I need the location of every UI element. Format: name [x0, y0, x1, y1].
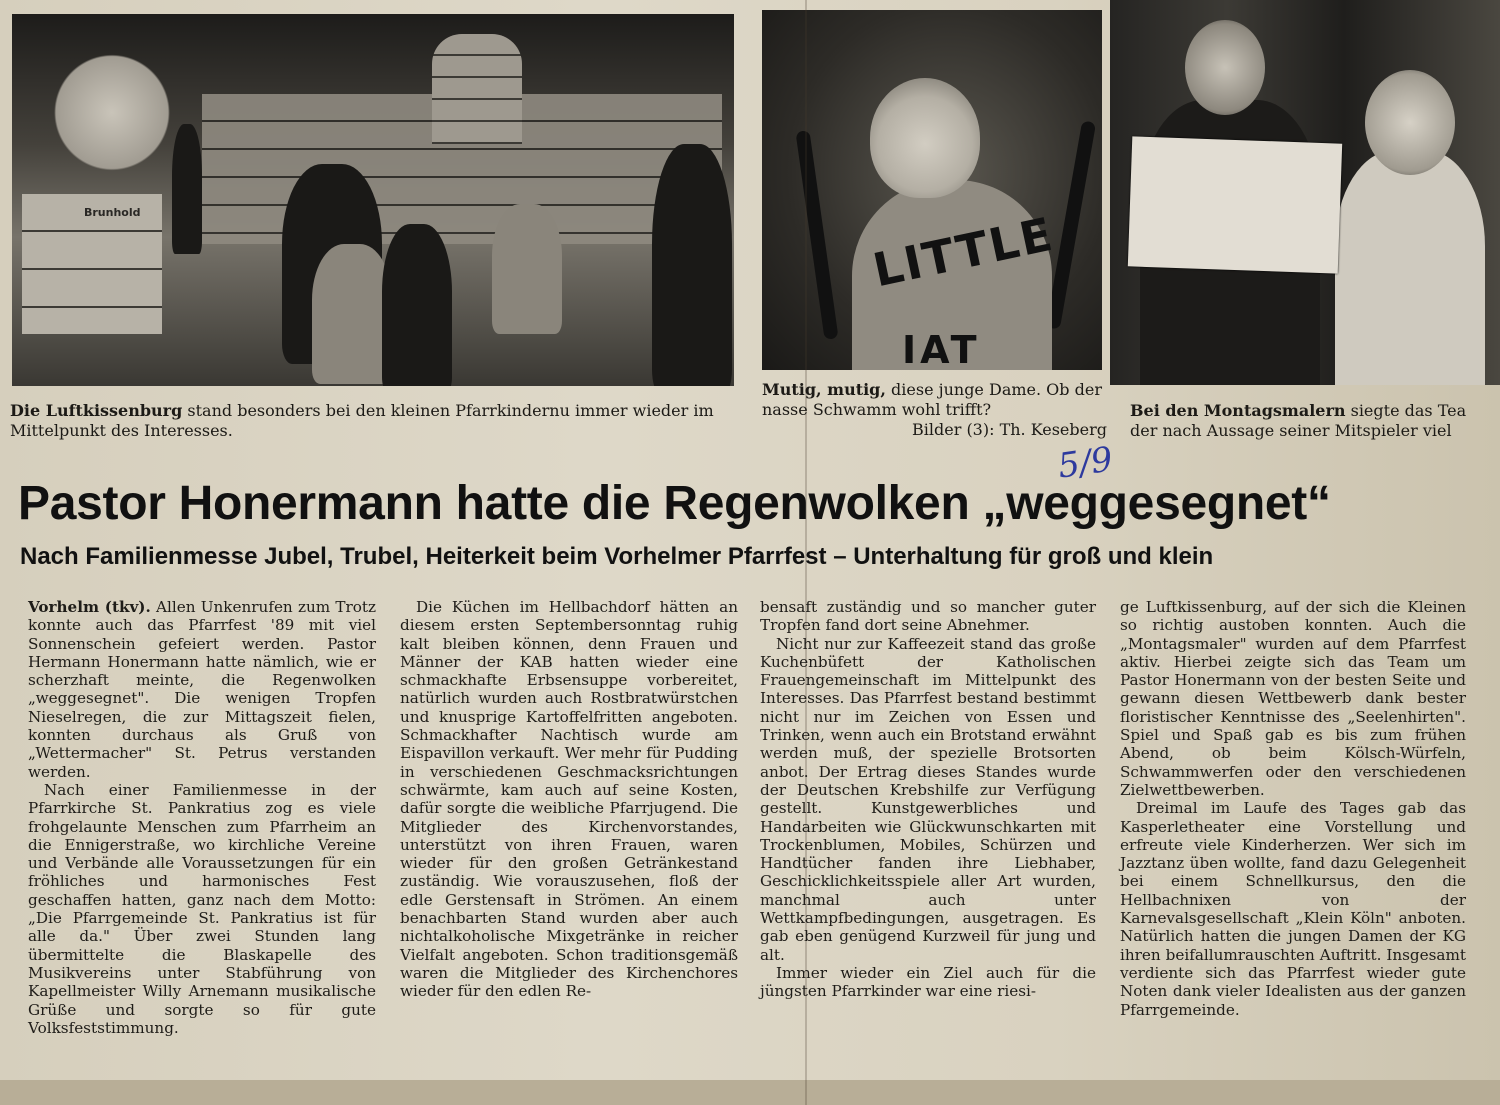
article-column-1: [28, 598, 376, 1037]
photo-credit: Bilder (3): Th. Keseberg: [912, 420, 1107, 439]
caption-bold: Die Luftkissenburg: [10, 401, 183, 420]
castle-tower: [432, 34, 522, 144]
article-paragraph: Nicht nur zur Kaffeezeit stand das große Kuchenbüfett der Katholischen Frauengemeinschaft im Mittelpunkt des Interesses. Das Pfarrfest bestand bestimmt nicht nur im Zeichen von Essen und Trinken, wenn auch ein Brotstand erwähnt werden muß, der spezielle Brotsorten anbot. Der Ertrag dieses Standes wurde der Deutschen Krebshilfe zur Verfügung gestellt. Kunstgewerbliches und Handarbeiten wie Glückwunschkarten mit Trockenblumen, Mobiles, Schürzen und Handtücher fanden ihre Liebhaber, Geschicklichkeitsspiele aller Art wurden, manchmal auch unter Wettkampfbedingungen, ausgetragen. Es gab eben genügend Kurzweil für jung und alt.: [760, 634, 1096, 964]
costume-text-top: LITTLE: [868, 206, 1059, 298]
caption-montagsmaler: [1130, 401, 1500, 441]
pastor-face: [1185, 20, 1265, 115]
person-figure: [312, 244, 392, 384]
costume-arm: [1046, 120, 1096, 329]
caption-bouncy-castle: [10, 401, 730, 441]
costume-text-bottom: IAT: [902, 328, 981, 370]
caption-text: diese junge Dame. Ob der nasse Schwamm wohl trifft?: [762, 380, 1102, 419]
article-paragraph: Die Küchen im Hellbachdorf hätten an diesem ersten Septembersonntag ruhig kalt bleiben können, denn Frauen und Männer der KAB hatten wieder eine schmackhafte Erbsensuppe vorbereitet, natürlich wurden auch Rostbratwürstchen und knusprige Kartoffelfritten angeboten. Schmackhafter Nachtisch wurde am Eispavillon verkauft. Wer mehr für Pudding in verschiedenen Geschmacksrichtungen schwärmte, kam auch auf seine Kosten, dafür sorgte die weibliche Pfarrjugend. Die Mitglieder des Kirchenvorstandes, unterstützt von ihren Frauen, waren wieder für den großen Getränkestand zuständig. Wie vorauszusehen, floß der edle Gerstensaft in Strömen. An einem benachbarten Stand wurden aber auch nichtalkoholische Mixgetränke in reicher Vielfalt angeboten. Schon traditionsgemäß waren die Mitglieder des Kirchenchores wieder für den edlen Re-: [400, 598, 738, 1001]
girl-figure: [1335, 150, 1485, 385]
article-headline: Pastor Honermann hatte die Regenwolken „weggesegnet“: [18, 477, 1331, 530]
paragraph-text: Allen Unkenrufen zum Trotz konnte auch das Pfarrfest '89 mit viel Sonnenschein gefeiert werden. Pastor Hermann Honermann hatte nämlich, wie er scherzhaft meinte, die Regenwolken „weggesegnet". Die wenigen Tropfen Nieselregen, die zur Mittagszeit fielen, konnten durchaus als Gruß von „Wettermacher" St. Petrus verstanden werden.: [28, 598, 377, 781]
certificate-board: [1128, 136, 1342, 273]
article-paragraph: Nach einer Familienmesse in der Pfarrkirche St. Pankratius zog es viele frohgelaunte Menschen zum Pfarrheim an die Ennigerstraße, wo kirchliche Vereine und Verbände alle Voraussetzungen für ein fröhliches und harmonisches Fest geschaffen hatten, ganz nach dem Motto: „Die Pfarrgemeinde St. Pankratius ist für alle da." Über zwei Stunden lang übermittelte die Blaskapelle des Musikvereins unter Stabführung von Kapellmeister Willy Arnemann musikalische Grüße und sorgte so für gute Volksfeststimmung.: [28, 780, 376, 1037]
article-subheadline: Nach Familienmesse Jubel, Trubel, Heiterkeit beim Vorhelmer Pfarrfest – Unterhaltung für groß und klein: [20, 543, 1214, 570]
photo-montagsmaler-winners: [1110, 0, 1500, 385]
article-paragraph: Dreimal im Laufe des Tages gab das Kasperletheater eine Vorstellung und erfreute viele Kinderherzen. Wer sich im Jazztanz üben wollte, fand dazu Gelegenheit bei einem Schnellkursus, den die Hellbachnixen von der Karnevalsgesellschaft „Klein Köln" anboten. Natürlich hatten die jungen Damen der KG ihren beifallumrauschten Auftritt. Insgesamt verdiente sich das Pfarrfest wieder gute Noten dank vieler Idealisten aus der ganzen Pfarrgemeinde.: [1120, 799, 1466, 1019]
person-figure: [382, 224, 452, 386]
caption-young-lady: [762, 380, 1107, 440]
girl-face: [1365, 70, 1455, 175]
castle-logo-text: Brunhold: [84, 206, 141, 219]
handwritten-date-note: 5/9: [1055, 439, 1116, 487]
caption-text: stand besonders bei den kleinen Pfarrkindernu immer wieder im Mittelpunkt des Interesses.: [10, 401, 714, 440]
article-column-2: [400, 598, 738, 1001]
article-column-4: [1120, 598, 1466, 1019]
article-paragraph: [28, 598, 376, 781]
caption-bold: Mutig, mutig,: [762, 380, 886, 399]
photo-bouncy-castle: [12, 14, 734, 386]
article-paragraph: bensaft zuständig und so mancher guter Tropfen fand dort seine Abnehmer.: [760, 598, 1096, 635]
article-dateline: Vorhelm (tkv).: [28, 598, 151, 616]
clipping-bottom-edge: [0, 1080, 1500, 1105]
costume-arm: [795, 130, 838, 340]
photo-young-lady-costume: [762, 10, 1102, 370]
person-figure: [492, 204, 562, 334]
person-figure: [652, 144, 732, 386]
person-figure: [172, 124, 202, 254]
caption-bold: Bei den Montagsmalern: [1130, 401, 1346, 420]
castle-mascot-drawing: [52, 54, 172, 184]
article-column-3: [760, 598, 1096, 1001]
caption-text: siegte das Tea: [1345, 401, 1467, 420]
article-paragraph: ge Luftkissenburg, auf der sich die Kleinen so richtig austoben konnten. Auch die „Montagsmaler" wurden auf dem Pfarrfest aktiv. Hierbei zeigte sich das Team um Pastor Honermann von der besten Seite und gewann diesen Wettbewerb dank bester floristischer Kenntnisse des „Seelenhirten". Spiel und Spaß gab es bis zum frühen Abend, ob beim Kölsch-Würfeln, Schwammwerfen oder den verschiedenen Zielwettbewerben.: [1120, 598, 1466, 799]
girl-face: [870, 78, 980, 198]
article-paragraph: Immer wieder ein Ziel auch für die jüngsten Pfarrkinder war eine riesi-: [760, 963, 1096, 1001]
caption-text: der nach Aussage seiner Mitspieler viel: [1130, 421, 1452, 440]
